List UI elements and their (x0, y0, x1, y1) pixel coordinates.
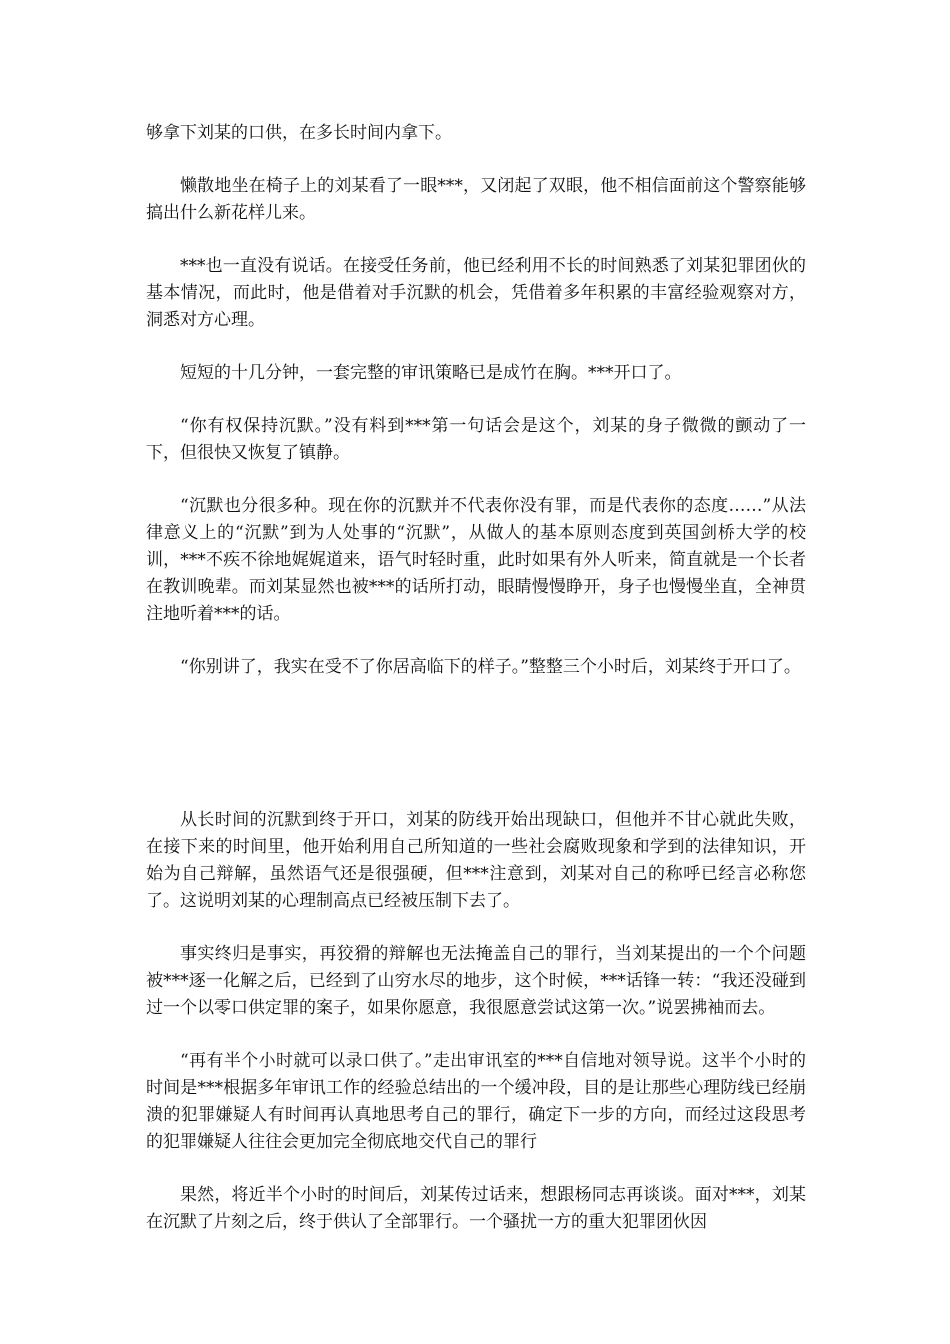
paragraph-10: “再有半个小时就可以录口供了。”走出审讯室的***自信地对领导说。这半个小时的时间是***根据多年审讯工作的经验总结出的一个缓冲段，目的是让那些心理防线已经崩溃的犯罪嫌疑人有时间再认真地思考自己的罪行，确定下一步的方向，而经过这段思考的犯罪嫌疑人往往会更加完全彻底地交代自己的罪行 (146, 1051, 806, 1152)
paragraph-4: 短短的十几分钟，一套完整的审讯策略已是成竹在胸。***开口了。 (180, 363, 682, 383)
paragraph-gap (146, 1022, 806, 1048)
paragraph-2: 懒散地坐在椅子上的刘某看了一眼***，又闭起了双眼，他不相信面前这个警察能够搞出什么新花样儿来。 (146, 176, 806, 223)
paragraph-1: 够拿下刘某的口供，在多长时间内拿下。 (146, 123, 452, 143)
document-page (146, 120, 806, 1236)
paragraph-8: 从长时间的沉默到终于开口，刘某的防线开始出现缺口，但他并不甘心就此失败，在接下来的时间里，他开始利用自己所知道的一些社会腐败现象和学到的法律知识，开始为自己辩解，虽然语气还是很强硬，但***注意到，刘某对自己的称呼已经言必称您了。这说明刘某的心理制高点已经被压制下去了。 (146, 810, 806, 911)
paragraph-gap (146, 387, 806, 413)
paragraph-11: 果然，将近半个小时的时间后，刘某传过话来，想跟杨同志再谈谈。面对***，刘某在沉默了片刻之后，终于供认了全部罪行。一个骚扰一方的重大犯罪团伙因 (146, 1185, 806, 1232)
paragraph-gap (146, 227, 806, 253)
paragraph-gap (146, 334, 806, 360)
section-break (146, 681, 806, 807)
paragraph-7: “你别讲了，我实在受不了你居高临下的样子。”整整三个小时后，刘某终于开口了。 (180, 657, 801, 677)
paragraph-9: 事实终归是事实，再狡猾的辩解也无法掩盖自己的罪行，当刘某提出的一个个问题被***逐一化解之后，已经到了山穷水尽的地步，这个时候，***话锋一转：“我还没碰到过一个以零口供定罪的案子，如果你愿意，我很愿意尝试这第一次。”说罢拂袖而去。 (146, 944, 806, 1018)
paragraph-gap (146, 1156, 806, 1182)
paragraph-gap (146, 628, 806, 654)
paragraph-gap (146, 147, 806, 173)
paragraph-3: ***也一直没有说话。在接受任务前，他已经利用不长的时间熟悉了刘某犯罪团伙的基本情况，而此时，他是借着对手沉默的机会，凭借着多年积累的丰富经验观察对方，洞悉对方心理。 (146, 256, 806, 330)
paragraph-gap (146, 467, 806, 493)
paragraph-gap (146, 915, 806, 941)
paragraph-5: “你有权保持沉默。”没有料到***第一句话会是这个，刘某的身子微微的颤动了一下，但很快又恢复了镇静。 (146, 416, 806, 463)
paragraph-6: “沉默也分很多种。现在你的沉默并不代表你没有罪，而是代表你的态度……”从法律意义上的“沉默”到为人处事的“沉默”，从做人的基本原则态度到英国剑桥大学的校训，***不疾不徐地娓娓道来，语气时轻时重，此时如果有外人听来，简直就是一个长者在教训晚辈。而刘某显然也被***的话所打动，眼睛慢慢睁开，身子也慢慢坐直，全神贯注地听着***的话。 (146, 496, 806, 624)
